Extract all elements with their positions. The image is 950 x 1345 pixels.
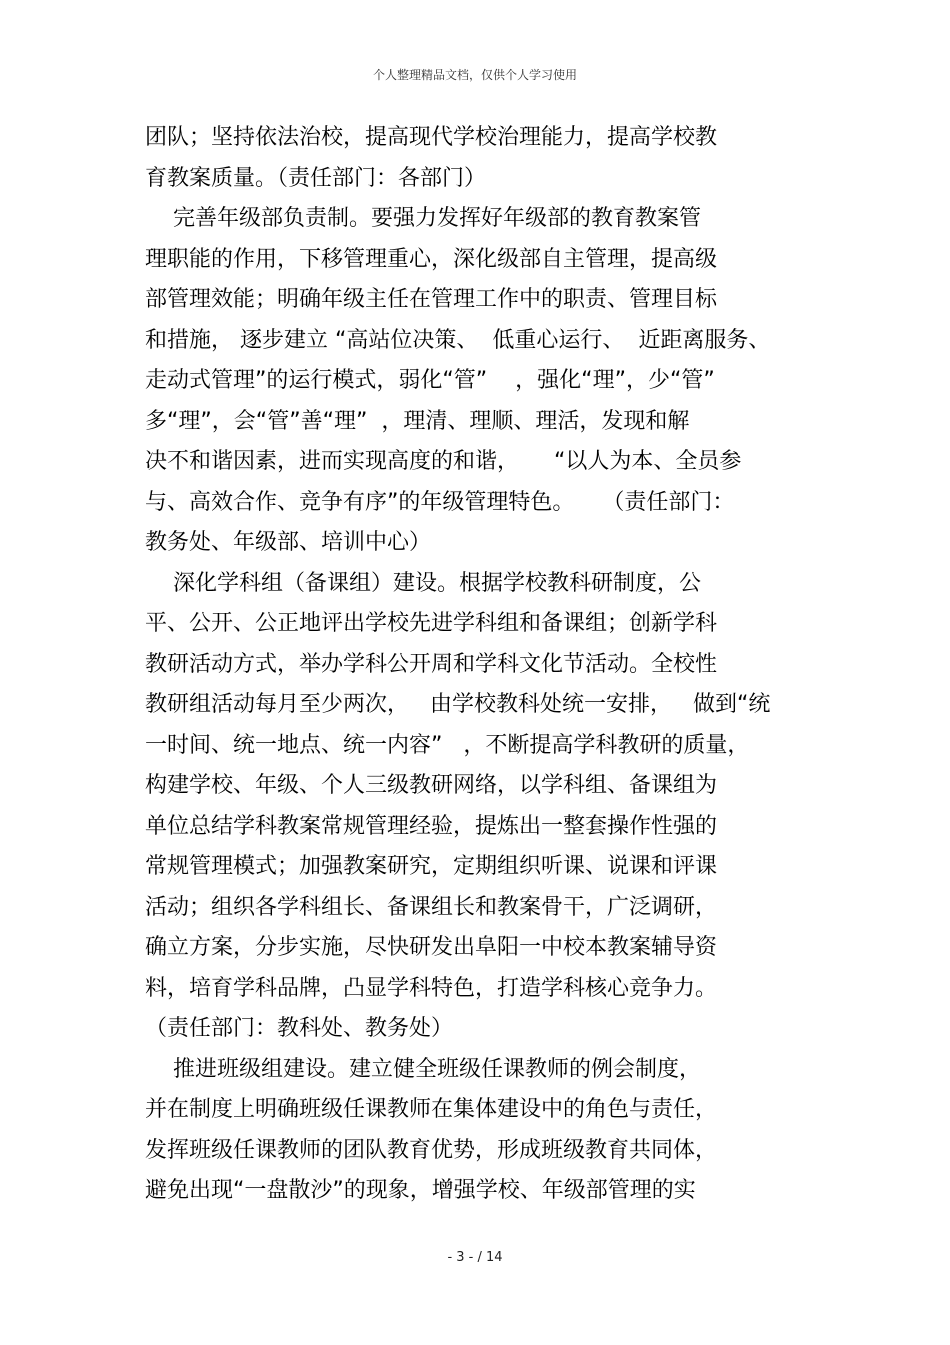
text-line: 决不和谐因素，进而实现高度的和谐， “以人为本、全员参 <box>145 449 742 474</box>
text-line: 一时间、统一地点、统一内容” ，不断提高学科教研的质量， <box>145 733 750 758</box>
page-header: 个人整理精品文档，仅供个人学习使用 <box>372 68 577 82</box>
text-line: 并在制度上明确班级任课教师在集体建设中的角色与责任， <box>145 1097 718 1122</box>
text-line: 常规管理模式；加强教案研究，定期组织听课、说课和评课 <box>145 854 718 879</box>
text-line: 部管理效能；明确年级主任在管理工作中的职责、管理目标 <box>145 287 718 312</box>
text-line: 多“理”，会“管”善“理” ，理清、理顺、理活，发现和解 <box>145 409 690 434</box>
text-line: 教研活动方式，举办学科公开周和学科文化节活动。全校性 <box>145 652 718 677</box>
text-line: 发挥班级任课教师的团队教育优势，形成班级教育共同体， <box>145 1138 718 1163</box>
text-line: 完善年级部负责制。要强力发挥好年级部的教育教案管 <box>145 206 701 231</box>
text-line: 教务处、年级部、培训中心） <box>145 530 432 555</box>
page-number: - 3 - / 14 <box>447 1250 503 1265</box>
text-line: 理职能的作用，下移管理重心，深化级部自主管理，提高级 <box>145 247 718 272</box>
text-line: 走动式管理”的运行模式，弱化“管” ，强化“理”，少“管” <box>145 368 715 393</box>
text-line: 育教案质量。（责任部门：各部门） <box>145 166 487 191</box>
text-line: 活动；组织各学科组长、备课组长和教案骨干，广泛调研， <box>145 895 718 920</box>
text-line: 和措施， 逐步建立 “高站位决策、 低重心运行、 近距离服务、 <box>145 328 771 353</box>
text-line: 深化学科组（备课组）建设。根据学校教科研制度，公 <box>145 571 701 596</box>
text-line: 平、公开、公正地评出学校先进学科组和备课组；创新学科 <box>145 611 718 636</box>
text-line: 教研组活动每月至少两次， 由学校教科处统一安排， 做到“统 <box>145 692 771 717</box>
text-line: 料，培育学科品牌，凸显学科特色，打造学科核心竞争力。 <box>145 976 718 1001</box>
text-line: 与、高效合作、竞争有序”的年级管理特色。 （责任部门： <box>145 490 735 515</box>
text-line: 单位总结学科教案常规管理经验，提炼出一整套操作性强的 <box>145 814 718 839</box>
text-line: 团队；坚持依法治校，提高现代学校治理能力，提高学校教 <box>145 125 718 150</box>
text-line: 构建学校、年级、个人三级教研网络，以学科组、备课组为 <box>145 773 718 798</box>
text-line: （责任部门：教科处、教务处） <box>145 1016 454 1041</box>
text-line: 确立方案，分步实施，尽快研发出阜阳一中校本教案辅导资 <box>145 935 718 960</box>
text-line: 推进班级组建设。建立健全班级任课教师的例会制度， <box>145 1057 701 1082</box>
text-line: 避免出现“一盘散沙”的现象，增强学校、年级部管理的实 <box>145 1178 696 1203</box>
